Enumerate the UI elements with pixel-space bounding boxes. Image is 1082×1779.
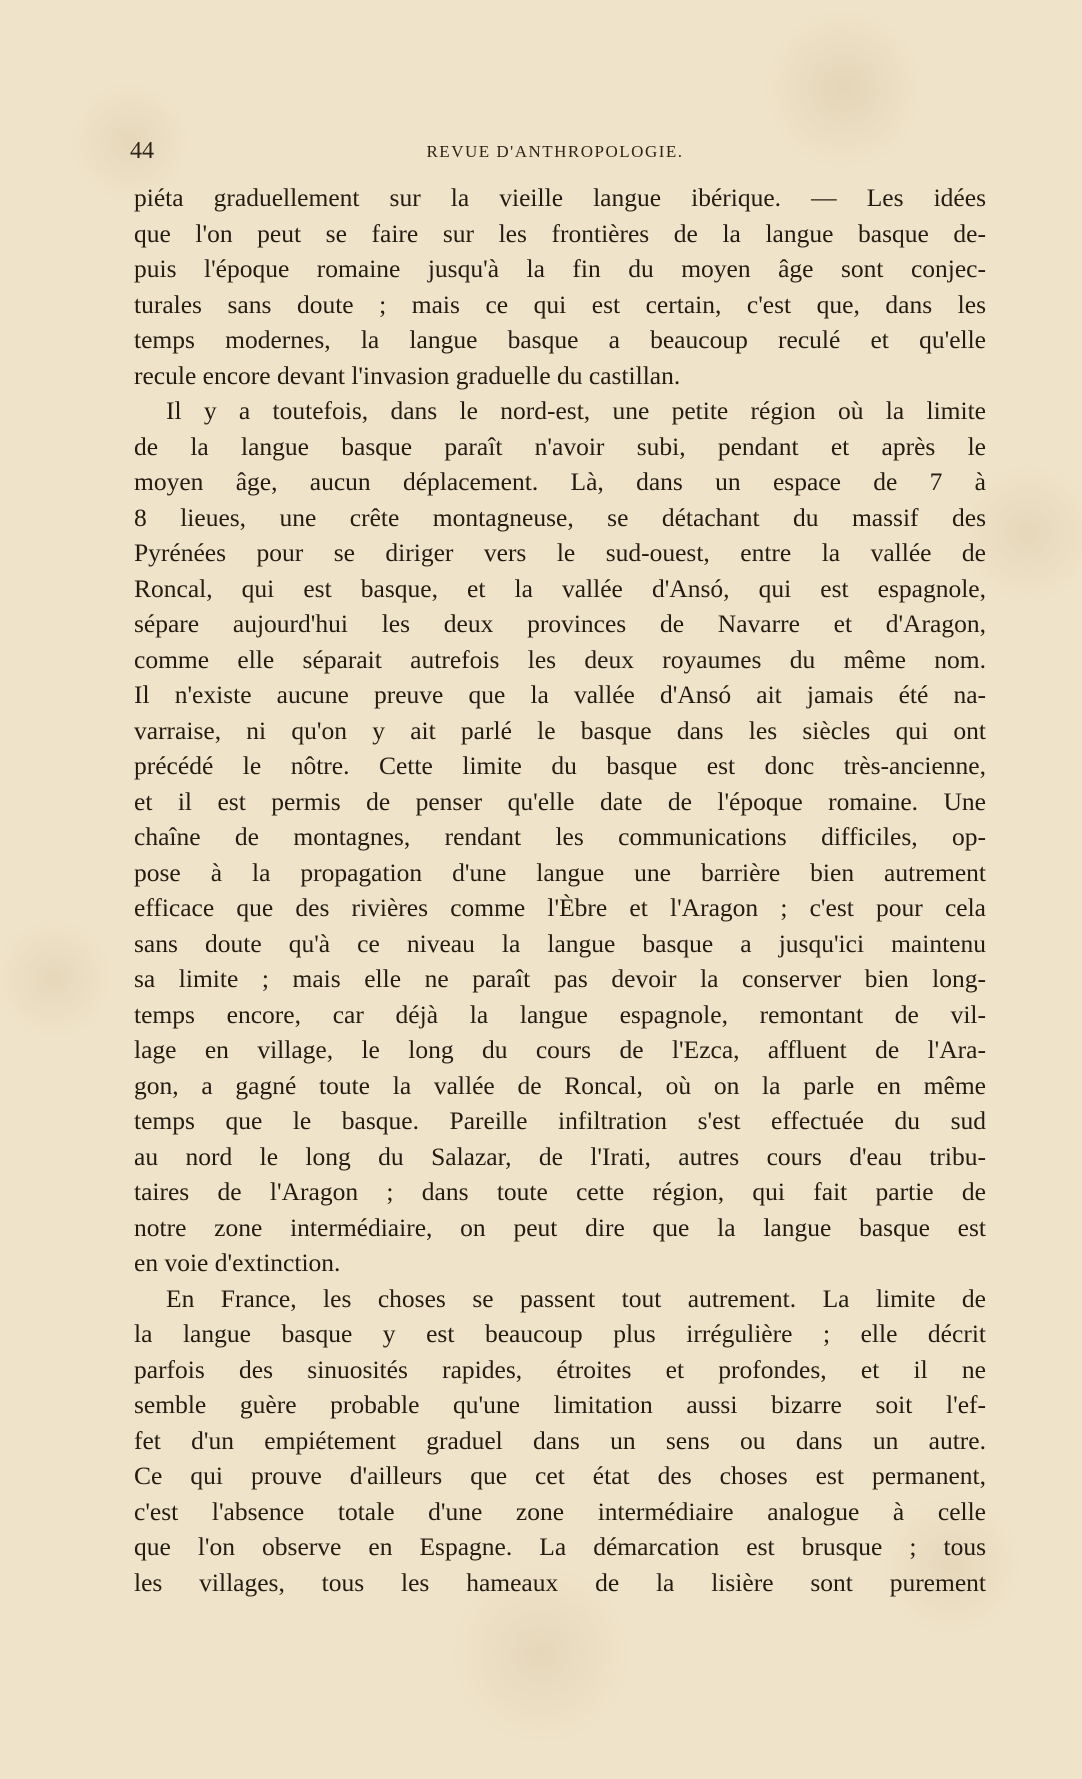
- text-line: Il n'existe aucune preuve que la vallée d'Ansó ait jamais été na-: [134, 680, 986, 709]
- text-line: puis l'époque romaine jusqu'à la fin du moyen âge sont conjec-: [134, 254, 986, 283]
- text-line: et il est permis de penser qu'elle date de l'époque romaine. Une: [134, 786, 986, 816]
- text-line: la langue basque y est beaucoup plus irrégulière ; elle décrit: [134, 1319, 986, 1348]
- body-text: [134, 180, 986, 1600]
- text-line: 8 lieues, une crête montagneuse, se détachant du massif des: [134, 502, 986, 532]
- text-line: que l'on peut se faire sur les frontières de la langue basque de-: [134, 218, 986, 248]
- text-line: piéta graduellement sur la vieille langue ibérique. — Les idées: [134, 183, 986, 212]
- text-line: de la langue basque paraît n'avoir subi, pendant et après le: [134, 431, 986, 461]
- text-line: lage en village, le long du cours de l'Ezca, affluent de l'Ara-: [134, 1035, 986, 1064]
- text-line: taires de l'Aragon ; dans toute cette région, qui fait partie de: [134, 1177, 986, 1206]
- text-line: En France, les choses se passent tout autrement. La limite de: [166, 1283, 986, 1313]
- text-line: fet d'un empiétement graduel dans un sens ou dans un autre.: [134, 1425, 986, 1455]
- text-line: efficace que des rivières comme l'Èbre et l'Aragon ; c'est pour cela: [134, 893, 986, 922]
- text-line: précédé le nôtre. Cette limite du basque est donc très-ancienne,: [134, 751, 986, 780]
- text-line: varraise, ni qu'on y ait parlé le basque dans les siècles qui ont: [134, 715, 986, 745]
- paragraph-1: [134, 180, 986, 393]
- text-line: Pyrénées pour se diriger vers le sud-ouest, entre la vallée de: [134, 538, 986, 567]
- running-head: [130, 138, 980, 164]
- text-line: sépare aujourd'hui les deux provinces de Navarre et d'Aragon,: [134, 609, 986, 638]
- text-line: c'est l'absence totale d'une zone intermédiaire analogue à celle: [134, 1496, 986, 1526]
- text-line: moyen âge, aucun déplacement. Là, dans un espace de 7 à: [134, 467, 986, 496]
- journal-title: REVUE D'ANTHROPOLOGIE.: [426, 142, 684, 161]
- text-line: pose à la propagation d'une langue une barrière bien autrement: [134, 857, 986, 887]
- text-line: au nord le long du Salazar, de l'Irati, autres cours d'eau tribu-: [134, 1141, 986, 1171]
- text-line: temps modernes, la langue basque a beaucoup reculé et qu'elle: [134, 325, 986, 354]
- text-line: gon, a gagné toute la vallée de Roncal, où on la parle en même: [134, 1070, 986, 1100]
- text-line: recule encore devant l'invasion graduelle du castillan.: [134, 360, 681, 390]
- paragraph-2: [134, 393, 986, 1281]
- text-line: temps encore, car déjà la langue espagnole, remontant de vil-: [134, 999, 986, 1029]
- text-line: notre zone intermédiaire, on peut dire que la langue basque est: [134, 1212, 986, 1242]
- text-line: que l'on observe en Espagne. La démarcation est brusque ; tous: [134, 1532, 986, 1561]
- text-line: les villages, tous les hameaux de la lisière sont purement: [134, 1567, 986, 1597]
- text-line: Roncal, qui est basque, et la vallée d'Ansó, qui est espagnole,: [134, 573, 986, 603]
- text-line: Il y a toutefois, dans le nord-est, une petite région où la limite: [166, 396, 986, 425]
- text-line: semble guère probable qu'une limitation aussi bizarre soit l'ef-: [134, 1390, 986, 1419]
- text-line: sans doute qu'à ce niveau la langue basque a jusqu'ici maintenu: [134, 928, 986, 958]
- text-line: temps que le basque. Pareille infiltration s'est effectuée du sud: [134, 1106, 986, 1135]
- text-line: Ce qui prouve d'ailleurs que cet état des choses est permanent,: [134, 1461, 986, 1490]
- page-number: 44: [130, 138, 154, 164]
- text-line: chaîne de montagnes, rendant les communications difficiles, op-: [134, 822, 986, 851]
- text-line: comme elle séparait autrefois les deux royaumes du même nom.: [134, 644, 986, 674]
- text-line: turales sans doute ; mais ce qui est certain, c'est que, dans les: [134, 289, 986, 319]
- paragraph-3: [134, 1281, 986, 1601]
- text-line: sa limite ; mais elle ne paraît pas devoir la conserver bien long-: [134, 964, 986, 993]
- text-line: parfois des sinuosités rapides, étroites et profondes, et il ne: [134, 1354, 986, 1384]
- text-line: en voie d'extinction.: [134, 1248, 341, 1277]
